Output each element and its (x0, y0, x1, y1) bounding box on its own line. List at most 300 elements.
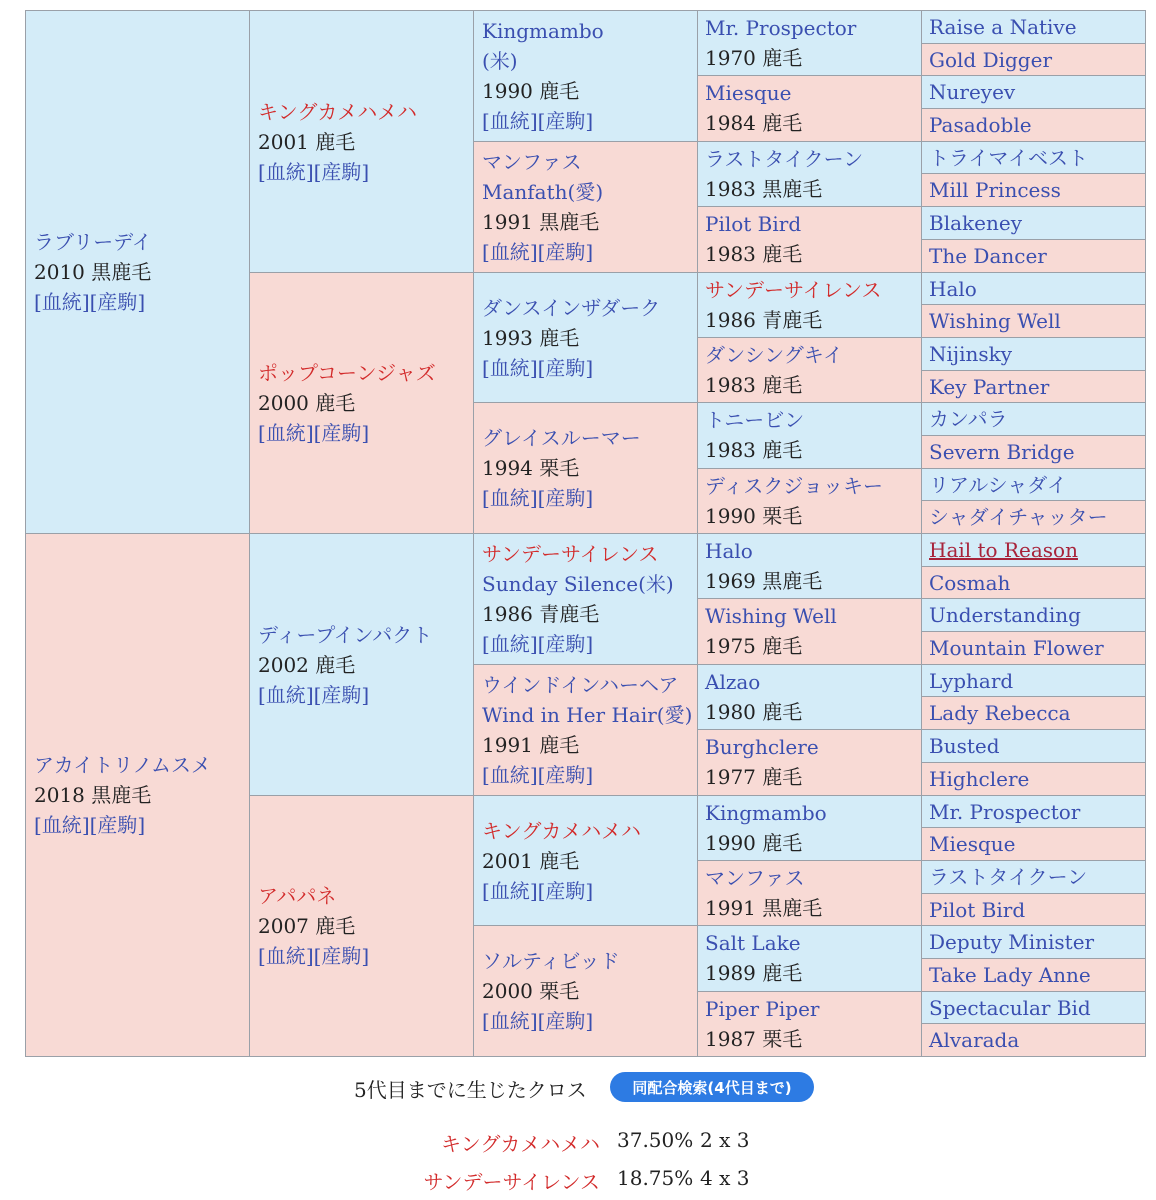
birth-year: 1983 (705, 177, 756, 201)
horse-name-link[interactable]: Cosmah (929, 570, 1011, 595)
bracket-open: [ (482, 109, 490, 133)
horse-name-link[interactable]: ラブリーデイ (34, 230, 152, 254)
bracket-close: ] (585, 632, 594, 656)
coat-color: 青鹿毛 (762, 308, 823, 332)
pedigree-cell-g4 (697, 925, 922, 992)
pedigree-cell-g4 (697, 141, 922, 207)
horse-name-link[interactable]: Halo (929, 276, 977, 301)
birth-year: 1990 (482, 79, 533, 103)
cross-title: 5代目までに生じたクロス (354, 1078, 587, 1102)
horse-name-link[interactable]: サンデーサイレンス (482, 542, 659, 566)
pedigree-cell-g4 (697, 860, 922, 926)
coat-color: 黒鹿毛 (539, 210, 600, 234)
horse-name-link[interactable]: Wishing Well (929, 309, 1061, 333)
horse-name-link[interactable]: Key Partner (929, 374, 1050, 399)
birth-year: 1980 (705, 700, 756, 724)
horse-name-link[interactable]: ラストタイクーン (705, 147, 864, 171)
bracket-open: [ (258, 682, 266, 707)
pedigree-cell-g4 (697, 533, 922, 599)
horse-name-link[interactable]: Gold Digger (929, 47, 1053, 72)
cross-generations: 4 x 3 (700, 1166, 750, 1190)
pedigree-cell-g4 (697, 991, 922, 1057)
birth-info (705, 174, 914, 204)
bracket-close: ] (585, 240, 594, 264)
coat-color: 鹿毛 (762, 438, 803, 462)
pedigree-cell-g2 (249, 10, 474, 273)
horse-name-link[interactable]: The Dancer (929, 244, 1047, 268)
pedigree-cell-g3 (473, 141, 698, 273)
coat-color: 鹿毛 (762, 831, 803, 855)
cross-row (0, 1166, 1156, 1198)
coat-color: 栗毛 (762, 1027, 803, 1051)
horse-name-link[interactable]: マンファス (482, 150, 582, 174)
birth-info (482, 976, 689, 1006)
pedigree-links (482, 237, 689, 267)
horse-name-link[interactable]: Highclere (929, 767, 1030, 791)
horse-name-link[interactable]: Nureyev (929, 80, 1016, 104)
pedigree-links (482, 353, 689, 383)
coat-color: 青鹿毛 (539, 602, 600, 626)
pedigree-cell-g5 (921, 1023, 1146, 1057)
bloodline-link[interactable]: 血統 (265, 682, 306, 707)
bracket-close: ] (585, 1009, 594, 1033)
pedigree-cell-g4 (697, 10, 922, 76)
birth-year: 2000 (258, 391, 309, 415)
horse-name-link[interactable]: Blakeney (929, 211, 1022, 235)
birth-info (705, 958, 914, 988)
bloodline-link[interactable]: 血統 (489, 486, 530, 510)
pedigree-cell-g5 (921, 631, 1146, 665)
bracket-open: [ (482, 240, 490, 264)
birth-info (705, 370, 914, 400)
horse-name-link[interactable]: Miesque (929, 832, 1016, 856)
coat-color: 鹿毛 (762, 700, 803, 724)
pedigree-links (258, 418, 465, 448)
coat-color: 栗毛 (539, 456, 580, 480)
horse-name-link[interactable]: ウインドインハーヘア (482, 673, 679, 697)
birth-info (705, 305, 914, 335)
pedigree-cell-g5 (921, 729, 1146, 763)
pedigree-cell-g5 (921, 370, 1146, 403)
bracket-mid: ][ (529, 486, 546, 510)
horse-name-link[interactable]: トニービン (705, 408, 805, 432)
pedigree-cell-g5 (921, 500, 1146, 534)
birth-year: 1990 (705, 831, 756, 855)
bracket-mid: ][ (305, 421, 322, 445)
horse-name-link[interactable]: Alzao (705, 670, 761, 694)
birth-year: 1989 (705, 961, 756, 985)
birth-info (258, 388, 465, 418)
birth-year: 2010 (34, 260, 85, 284)
birth-info (482, 207, 689, 237)
coat-color: 鹿毛 (315, 129, 356, 154)
horse-name-link[interactable]: キングカメハメハ (258, 99, 417, 124)
progeny-link[interactable]: 産駒 (545, 763, 586, 787)
bracket-mid: ][ (305, 159, 322, 184)
bracket-open: [ (34, 290, 42, 314)
pedigree-cell-g1 (25, 10, 250, 534)
horse-name-link[interactable]: ソルティビッド (482, 949, 620, 973)
bracket-mid: ][ (305, 944, 322, 968)
horse-name-link[interactable]: アパパネ (258, 884, 337, 908)
horse-name-link[interactable]: Kingmambo (705, 801, 827, 825)
birth-info (705, 239, 914, 269)
progeny-link[interactable]: 産駒 (545, 878, 586, 903)
coat-color: 鹿毛 (539, 325, 580, 350)
birth-info (705, 631, 914, 661)
birth-info (34, 780, 241, 810)
pedigree-cell-g5 (921, 206, 1146, 240)
birth-year: 1983 (705, 242, 756, 266)
bracket-close: ] (361, 682, 370, 707)
horse-name-link[interactable]: ポップコーンジャズ (258, 361, 436, 385)
birth-info (258, 911, 465, 941)
pedigree-cell-g4 (697, 75, 922, 142)
pedigree-cell-g3 (473, 533, 698, 665)
horse-name-link[interactable]: Miesque (705, 81, 792, 105)
coat-color: 鹿毛 (315, 914, 356, 938)
horse-alt-name-link[interactable]: Wind in Her Hair(愛) (482, 703, 693, 727)
horse-name-link[interactable]: グレイスルーマー (482, 426, 641, 450)
coat-color: 黒鹿毛 (91, 783, 152, 807)
birth-info (34, 257, 241, 287)
horse-name-link[interactable]: トライマイベスト (929, 145, 1088, 170)
coat-color: 鹿毛 (762, 46, 803, 70)
pedigree-cell-g5 (921, 108, 1146, 142)
pedigree-cell-g5 (921, 75, 1146, 109)
horse-name-link[interactable]: Mill Princess (929, 178, 1061, 202)
pedigree-cell-g5 (921, 925, 1146, 959)
pedigree-cell-g4 (697, 729, 922, 796)
same-cross-search-button[interactable]: 同配合検索(4代目まで) (610, 1072, 814, 1102)
coat-color: 鹿毛 (539, 848, 580, 873)
horse-name-link[interactable]: Lyphard (929, 668, 1014, 693)
horse-name-link[interactable]: ディープインパクト (258, 622, 433, 647)
bracket-close: ] (137, 813, 146, 837)
bloodline-link[interactable]: 血統 (489, 109, 530, 133)
horse-name-link[interactable]: Nijinsky (929, 342, 1013, 366)
horse-name-link[interactable]: ラストタイクーン (929, 865, 1088, 889)
birth-info (705, 762, 914, 792)
bracket-close: ] (361, 944, 370, 968)
horse-name-link[interactable]: ダンシングキイ (705, 343, 843, 367)
progeny-link[interactable]: 産駒 (97, 290, 138, 314)
pedigree-cell-g3 (473, 402, 698, 534)
cross-row (0, 1128, 1156, 1160)
bloodline-link[interactable]: 血統 (489, 878, 530, 903)
progeny-link[interactable]: 産駒 (545, 1009, 586, 1033)
progeny-link[interactable]: 産駒 (321, 421, 362, 445)
horse-name-link[interactable]: Salt Lake (705, 931, 801, 955)
pedigree-cell-g5 (921, 337, 1146, 371)
horse-name-link[interactable]: ディスクジョッキー (705, 474, 883, 498)
bracket-open: [ (482, 632, 490, 656)
bracket-close: ] (585, 878, 594, 903)
horse-name-link[interactable]: Mr. Prospector (929, 799, 1081, 824)
progeny-link[interactable]: 産駒 (545, 109, 586, 133)
bracket-mid: ][ (305, 682, 322, 707)
pedigree-cell-g5 (921, 958, 1146, 992)
horse-name-link[interactable]: マンファス (705, 866, 805, 890)
bracket-close: ] (585, 486, 594, 510)
birth-info (258, 127, 465, 157)
birth-year: 2001 (482, 848, 533, 873)
horse-name-link[interactable]: Deputy Minister (929, 930, 1095, 954)
birth-year: 1975 (705, 634, 756, 658)
pedigree-table (25, 10, 1145, 1056)
pedigree-cell-g3 (473, 10, 698, 142)
pedigree-links (34, 810, 241, 840)
horse-name-link[interactable]: Severn Bridge (929, 440, 1075, 464)
pedigree-cell-g5 (921, 468, 1146, 501)
cross-section (0, 1060, 1156, 1200)
coat-color: 栗毛 (762, 504, 803, 528)
bracket-open: [ (258, 421, 266, 445)
bracket-mid: ][ (529, 1009, 546, 1033)
birth-info (482, 846, 689, 876)
bloodline-link[interactable]: 血統 (489, 240, 530, 264)
pedigree-links (482, 1006, 689, 1036)
horse-name-link[interactable]: ダンスインザダーク (482, 295, 661, 320)
progeny-link[interactable]: 産駒 (545, 486, 586, 510)
pedigree-cell-g5 (921, 566, 1146, 599)
pedigree-cell-g4 (697, 468, 922, 534)
horse-name-link[interactable]: Piper Piper (705, 997, 820, 1021)
bracket-mid: ][ (529, 240, 546, 264)
horse-name-link[interactable]: Alvarada (929, 1028, 1020, 1052)
pedigree-links (258, 157, 465, 187)
progeny-link[interactable]: 産駒 (97, 813, 138, 837)
horse-name-link[interactable]: シャダイチャッター (929, 505, 1108, 529)
birth-year: 2007 (258, 914, 309, 938)
pedigree-cell-g5 (921, 664, 1146, 697)
coat-color: 鹿毛 (762, 111, 803, 135)
bracket-mid: ][ (529, 878, 546, 903)
pedigree-links (482, 876, 689, 906)
bracket-mid: ][ (81, 290, 98, 314)
birth-year: 1986 (705, 308, 756, 332)
bracket-mid: ][ (529, 763, 546, 787)
pedigree-cell-g5 (921, 827, 1146, 861)
bloodline-link[interactable]: 血統 (489, 1009, 530, 1033)
pedigree-links (482, 760, 689, 790)
birth-year: 1977 (705, 765, 756, 789)
birth-year: 2018 (34, 783, 85, 807)
horse-name-link[interactable]: Mr. Prospector (705, 16, 857, 40)
pedigree-cell-g4 (697, 272, 922, 338)
pedigree-cell-g4 (697, 664, 922, 730)
horse-name-link[interactable]: サンデーサイレンス (705, 278, 882, 302)
horse-alt-name-link[interactable]: Sunday Silence(米) (482, 572, 674, 596)
pedigree-cell-g5 (921, 173, 1146, 207)
bracket-mid: ][ (529, 632, 546, 656)
horse-name-link[interactable]: Hail to Reason (929, 538, 1078, 562)
birth-year: 1993 (482, 325, 533, 350)
cross-generations: 2 x 3 (700, 1128, 750, 1152)
horse-name-link[interactable]: Pilot Bird (705, 212, 802, 236)
birth-info (705, 893, 914, 923)
birth-info (482, 730, 689, 760)
birth-year: 1991 (482, 210, 533, 234)
pedigree-links (258, 941, 465, 971)
progeny-link[interactable]: 産駒 (545, 355, 586, 380)
bracket-close: ] (361, 421, 370, 445)
bracket-open: [ (482, 355, 490, 380)
birth-info (482, 453, 689, 483)
pedigree-cell-g5 (921, 696, 1146, 730)
cross-horse-link[interactable]: サンデーサイレンス (423, 1170, 600, 1194)
progeny-link[interactable]: 産駒 (545, 632, 586, 656)
pedigree-cell-g5 (921, 402, 1146, 436)
bracket-close: ] (361, 159, 370, 184)
bracket-close: ] (585, 355, 594, 380)
horse-name-link[interactable]: Spectacular Bid (929, 995, 1091, 1020)
pedigree-cell-g3 (473, 795, 698, 926)
horse-name-link[interactable]: キングカメハメハ (482, 818, 641, 843)
cross-percent: 18.75% (617, 1166, 694, 1190)
coat-color: 栗毛 (539, 979, 580, 1003)
pedigree-links (34, 287, 241, 317)
bracket-close: ] (585, 109, 594, 133)
cross-percent: 37.50% (617, 1128, 694, 1152)
pedigree-links (482, 629, 689, 659)
birth-year: 1994 (482, 456, 533, 480)
pedigree-cell-g3 (473, 925, 698, 1057)
horse-name-link[interactable]: Wishing Well (705, 604, 837, 628)
pedigree-cell-g3 (473, 272, 698, 403)
progeny-link[interactable]: 産駒 (321, 682, 362, 707)
pedigree-cell-g4 (697, 795, 922, 861)
coat-color: 鹿毛 (762, 242, 803, 266)
coat-color: 黒鹿毛 (91, 260, 152, 284)
bracket-open: [ (482, 486, 490, 510)
horse-alt-name-link[interactable]: (米) (482, 49, 518, 73)
horse-name-link[interactable]: Pasadoble (929, 113, 1032, 137)
bracket-mid: ][ (81, 813, 98, 837)
birth-year: 1991 (705, 896, 756, 920)
pedigree-cell-g4 (697, 598, 922, 665)
pedigree-cell-g5 (921, 762, 1146, 796)
pedigree-cell-g5 (921, 141, 1146, 174)
birth-year: 1984 (705, 111, 756, 135)
bracket-open: [ (34, 813, 42, 837)
coat-color: 鹿毛 (539, 733, 580, 757)
pedigree-cell-g5 (921, 435, 1146, 469)
horse-name-link[interactable]: Busted (929, 734, 1000, 758)
birth-info (705, 697, 914, 727)
pedigree-links (482, 483, 689, 513)
bracket-open: [ (258, 944, 266, 968)
pedigree-cell-g4 (697, 337, 922, 403)
birth-year: 1991 (482, 733, 533, 757)
pedigree-cell-g5 (921, 598, 1146, 632)
coat-color: 鹿毛 (762, 634, 803, 658)
pedigree-cell-g2 (249, 795, 474, 1057)
pedigree-cell-g4 (697, 402, 922, 469)
horse-name-link[interactable]: Raise a Native (929, 15, 1077, 39)
birth-info (705, 566, 914, 596)
progeny-link[interactable]: 産駒 (321, 944, 362, 968)
pedigree-cell-g5 (921, 43, 1146, 76)
birth-year: 1990 (705, 504, 756, 528)
pedigree-cell-g5 (921, 10, 1146, 44)
bracket-open: [ (482, 878, 490, 903)
pedigree-cell-g4 (697, 206, 922, 273)
birth-info (705, 435, 914, 465)
bloodline-link[interactable]: 血統 (265, 421, 306, 445)
pedigree-cell-g1 (25, 533, 250, 1057)
birth-info (482, 323, 689, 353)
birth-year: 2002 (258, 652, 309, 677)
pedigree-cell-g5 (921, 272, 1146, 305)
pedigree-links (258, 680, 465, 710)
bloodline-link[interactable]: 血統 (489, 763, 530, 787)
coat-color: 黒鹿毛 (762, 177, 823, 201)
horse-name-link[interactable]: Halo (705, 539, 753, 563)
bloodline-link[interactable]: 血統 (41, 813, 82, 837)
bloodline-link[interactable]: 血統 (489, 632, 530, 656)
progeny-link[interactable]: 産駒 (545, 240, 586, 264)
horse-name-link[interactable]: Lady Rebecca (929, 701, 1071, 725)
horse-name-link[interactable]: Mountain Flower (929, 636, 1104, 660)
pedigree-cell-g2 (249, 272, 474, 534)
birth-year: 2001 (258, 129, 309, 154)
coat-color: 鹿毛 (762, 373, 803, 397)
birth-info (705, 828, 914, 858)
pedigree-cell-g5 (921, 893, 1146, 926)
progeny-link[interactable]: 産駒 (321, 159, 362, 184)
birth-info (482, 599, 689, 629)
bracket-close: ] (137, 290, 146, 314)
pedigree-cell-g5 (921, 860, 1146, 894)
coat-color: 鹿毛 (762, 961, 803, 985)
coat-color: 黒鹿毛 (762, 896, 823, 920)
birth-info (705, 1024, 914, 1054)
pedigree-cell-g3 (473, 664, 698, 796)
pedigree-cell-g2 (249, 533, 474, 796)
horse-name-link[interactable]: Understanding (929, 603, 1081, 627)
pedigree-links (482, 106, 689, 136)
bracket-mid: ][ (529, 109, 546, 133)
horse-name-link[interactable]: Pilot Bird (929, 897, 1026, 922)
bracket-open: [ (258, 159, 266, 184)
horse-name-link[interactable]: Kingmambo (482, 19, 604, 43)
bloodline-link[interactable]: 血統 (265, 159, 306, 184)
birth-info (705, 108, 914, 138)
pedigree-cell-g5 (921, 533, 1146, 567)
horse-name-link[interactable]: カンパラ (929, 407, 1008, 431)
bracket-open: [ (482, 1009, 490, 1033)
coat-color: 鹿毛 (315, 652, 356, 677)
pedigree-cell-g5 (921, 304, 1146, 338)
bloodline-link[interactable]: 血統 (41, 290, 82, 314)
horse-alt-name-link[interactable]: Manfath(愛) (482, 180, 604, 204)
bloodline-link[interactable]: 血統 (265, 944, 306, 968)
pedigree-cell-g5 (921, 795, 1146, 828)
horse-name-link[interactable]: Burghclere (705, 735, 819, 759)
pedigree-cell-g5 (921, 239, 1146, 273)
horse-name-link[interactable]: アカイトリノムスメ (34, 753, 211, 777)
horse-name-link[interactable]: リアルシャダイ (929, 472, 1067, 497)
bloodline-link[interactable]: 血統 (489, 355, 530, 380)
coat-color: 鹿毛 (762, 765, 803, 789)
pedigree-cell-g5 (921, 991, 1146, 1024)
birth-info (258, 650, 465, 680)
birth-year: 1970 (705, 46, 756, 70)
horse-name-link[interactable]: Take Lady Anne (929, 963, 1091, 987)
birth-year: 1987 (705, 1027, 756, 1051)
cross-horse-link[interactable]: キングカメハメハ (441, 1132, 600, 1156)
